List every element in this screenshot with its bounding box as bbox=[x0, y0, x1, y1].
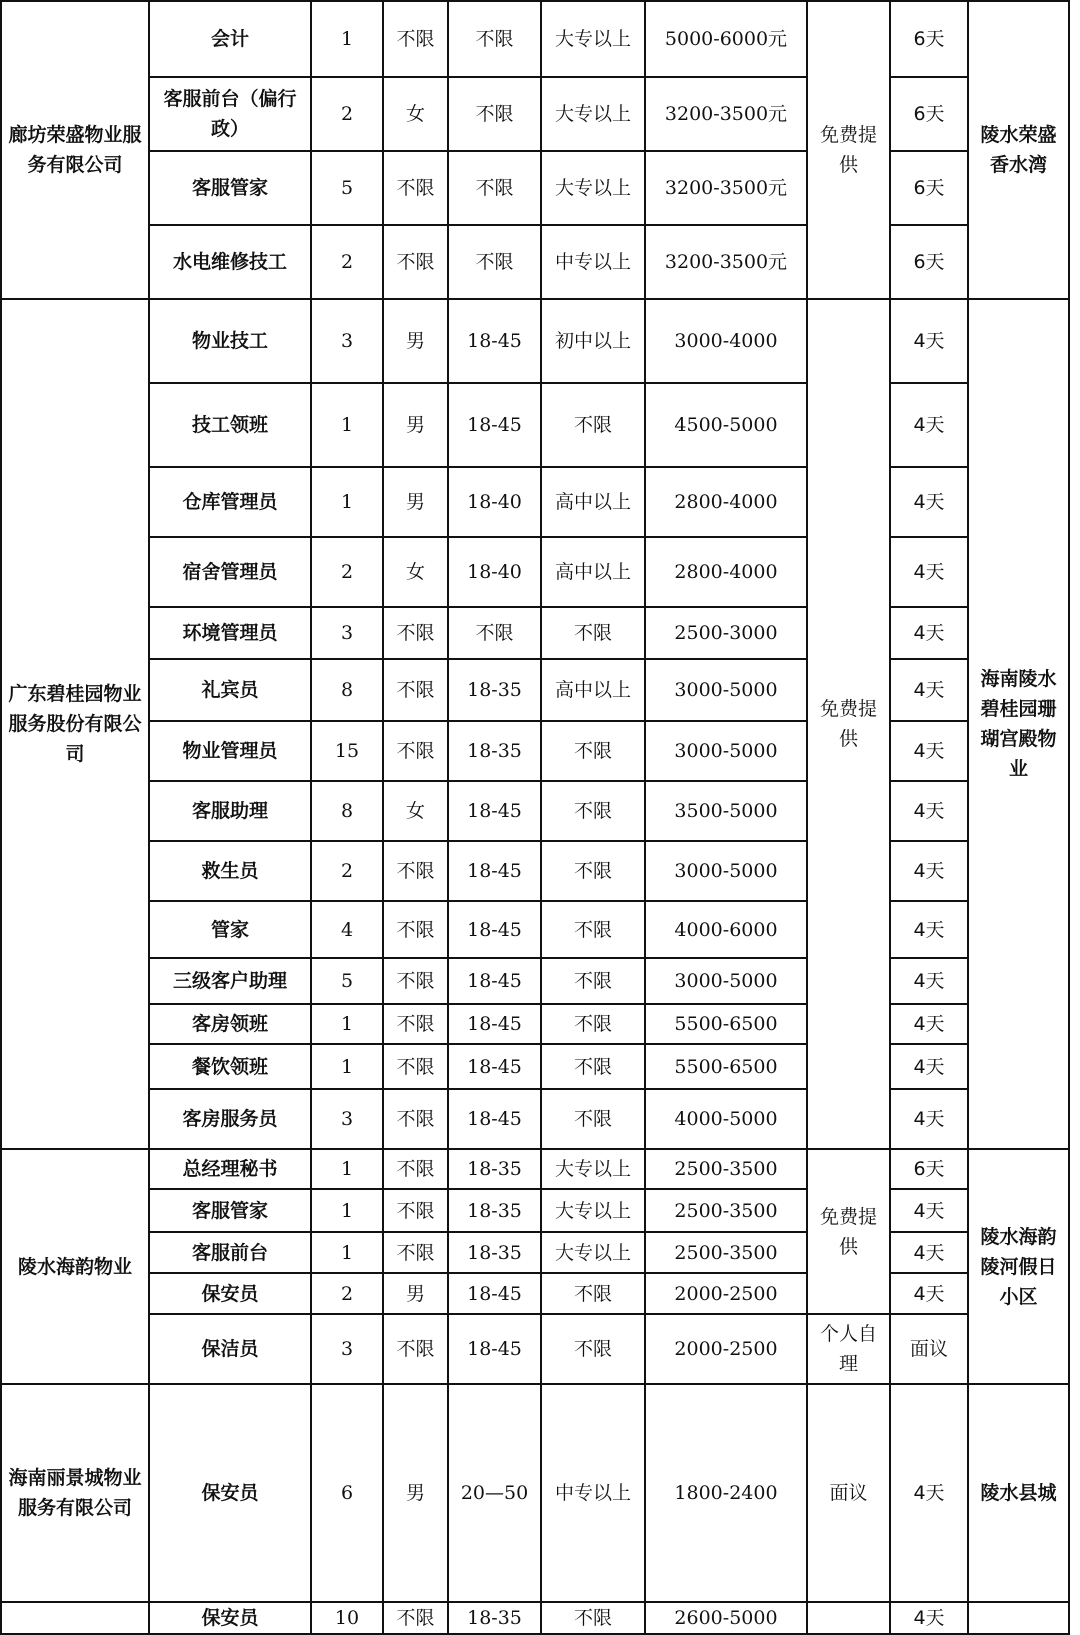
salary-cell: 5000-6000元 bbox=[645, 1, 807, 77]
age-cell: 18-35 bbox=[448, 1232, 541, 1273]
gender-cell: 男 bbox=[383, 383, 448, 467]
count-cell: 5 bbox=[311, 151, 383, 225]
salary-cell: 3000-4000 bbox=[645, 299, 807, 383]
education-cell: 高中以上 bbox=[541, 659, 645, 721]
table-row bbox=[1, 1004, 1069, 1044]
count-cell: 8 bbox=[311, 659, 383, 721]
salary-cell: 4000-6000 bbox=[645, 901, 807, 958]
position-cell: 保洁员 bbox=[149, 1314, 311, 1384]
company-name: 海南丽景城物业服务有限公司 bbox=[1, 1384, 149, 1602]
age-cell: 18-45 bbox=[448, 781, 541, 841]
count-cell: 1 bbox=[311, 1004, 383, 1044]
age-cell: 不限 bbox=[448, 225, 541, 299]
gender-cell: 不限 bbox=[383, 1232, 448, 1273]
housing-cell: 面议 bbox=[807, 1384, 890, 1602]
rest-days-cell: 4天 bbox=[890, 781, 968, 841]
age-cell: 不限 bbox=[448, 151, 541, 225]
rest-days-cell: 4天 bbox=[890, 1044, 968, 1089]
education-cell: 大专以上 bbox=[541, 1, 645, 77]
position-cell: 三级客户助理 bbox=[149, 958, 311, 1004]
age-cell: 18-45 bbox=[448, 958, 541, 1004]
count-cell: 2 bbox=[311, 1273, 383, 1314]
position-cell: 会计 bbox=[149, 1, 311, 77]
company-name: 广东碧桂园物业服务股份有限公司 bbox=[1, 299, 149, 1149]
age-cell: 18-45 bbox=[448, 1089, 541, 1149]
age-cell: 18-40 bbox=[448, 537, 541, 607]
rest-days-cell: 4天 bbox=[890, 1232, 968, 1273]
education-cell: 不限 bbox=[541, 383, 645, 467]
rest-days-cell: 4天 bbox=[890, 1004, 968, 1044]
position-cell: 管家 bbox=[149, 901, 311, 958]
salary-cell: 1800-2400 bbox=[645, 1384, 807, 1602]
salary-cell: 3500-5000 bbox=[645, 781, 807, 841]
table-row bbox=[1, 537, 1069, 607]
table-row bbox=[1, 299, 1069, 383]
position-cell: 客服管家 bbox=[149, 1189, 311, 1232]
gender-cell: 不限 bbox=[383, 1189, 448, 1232]
position-cell: 客房领班 bbox=[149, 1004, 311, 1044]
housing-cell: 免费提供 bbox=[807, 299, 890, 1149]
education-cell: 高中以上 bbox=[541, 467, 645, 537]
count-cell: 2 bbox=[311, 537, 383, 607]
count-cell: 3 bbox=[311, 1314, 383, 1384]
age-cell: 18-45 bbox=[448, 1314, 541, 1384]
gender-cell: 不限 bbox=[383, 1, 448, 77]
gender-cell: 不限 bbox=[383, 151, 448, 225]
gender-cell: 不限 bbox=[383, 1602, 448, 1634]
work-location: 海南陵水碧桂园珊瑚宫殿物业 bbox=[968, 299, 1069, 1149]
count-cell: 1 bbox=[311, 1232, 383, 1273]
housing-cell: 免费提供 bbox=[807, 1149, 890, 1314]
salary-cell: 2000-2500 bbox=[645, 1314, 807, 1384]
count-cell: 3 bbox=[311, 299, 383, 383]
education-cell: 不限 bbox=[541, 901, 645, 958]
salary-cell: 2000-2500 bbox=[645, 1273, 807, 1314]
rest-days-cell: 4天 bbox=[890, 467, 968, 537]
salary-cell: 3200-3500元 bbox=[645, 151, 807, 225]
gender-cell: 不限 bbox=[383, 607, 448, 659]
gender-cell: 不限 bbox=[383, 901, 448, 958]
position-cell: 救生员 bbox=[149, 841, 311, 901]
education-cell: 不限 bbox=[541, 1314, 645, 1384]
count-cell: 4 bbox=[311, 901, 383, 958]
education-cell: 不限 bbox=[541, 1004, 645, 1044]
table-row bbox=[1, 1273, 1069, 1314]
position-cell: 客服助理 bbox=[149, 781, 311, 841]
education-cell: 不限 bbox=[541, 781, 645, 841]
gender-cell: 不限 bbox=[383, 1089, 448, 1149]
count-cell: 1 bbox=[311, 1044, 383, 1089]
work-location: 陵水县城 bbox=[968, 1384, 1069, 1602]
education-cell: 不限 bbox=[541, 721, 645, 781]
rest-days-cell: 面议 bbox=[890, 1314, 968, 1384]
salary-cell: 2500-3500 bbox=[645, 1149, 807, 1189]
table-row bbox=[1, 77, 1069, 151]
position-cell: 水电维修技工 bbox=[149, 225, 311, 299]
work-location: 陵水荣盛香水湾 bbox=[968, 1, 1069, 299]
table-row bbox=[1, 383, 1069, 467]
age-cell: 18-35 bbox=[448, 659, 541, 721]
gender-cell: 女 bbox=[383, 537, 448, 607]
rest-days-cell: 4天 bbox=[890, 1384, 968, 1602]
table-row bbox=[1, 901, 1069, 958]
salary-cell: 2500-3500 bbox=[645, 1189, 807, 1232]
salary-cell: 3000-5000 bbox=[645, 659, 807, 721]
education-cell: 不限 bbox=[541, 1044, 645, 1089]
salary-cell: 3200-3500元 bbox=[645, 77, 807, 151]
rest-days-cell: 4天 bbox=[890, 901, 968, 958]
table-row bbox=[1, 958, 1069, 1004]
rest-days-cell: 4天 bbox=[890, 299, 968, 383]
rest-days-cell: 4天 bbox=[890, 607, 968, 659]
education-cell: 中专以上 bbox=[541, 1384, 645, 1602]
table-row bbox=[1, 1, 1069, 77]
education-cell: 不限 bbox=[541, 1089, 645, 1149]
count-cell: 3 bbox=[311, 1089, 383, 1149]
table-row bbox=[1, 721, 1069, 781]
education-cell: 高中以上 bbox=[541, 537, 645, 607]
rest-days-cell: 6天 bbox=[890, 151, 968, 225]
salary-cell: 3200-3500元 bbox=[645, 225, 807, 299]
gender-cell: 女 bbox=[383, 781, 448, 841]
gender-cell: 男 bbox=[383, 467, 448, 537]
age-cell: 18-45 bbox=[448, 841, 541, 901]
age-cell: 18-45 bbox=[448, 1044, 541, 1089]
table-row bbox=[1, 1044, 1069, 1089]
gender-cell: 不限 bbox=[383, 958, 448, 1004]
rest-days-cell: 4天 bbox=[890, 1189, 968, 1232]
table-row bbox=[1, 151, 1069, 225]
salary-cell: 4000-5000 bbox=[645, 1089, 807, 1149]
count-cell: 2 bbox=[311, 225, 383, 299]
housing-cell: 免费提供 bbox=[807, 1, 890, 299]
salary-cell: 3000-5000 bbox=[645, 958, 807, 1004]
education-cell: 大专以上 bbox=[541, 1149, 645, 1189]
gender-cell: 不限 bbox=[383, 1004, 448, 1044]
position-cell: 环境管理员 bbox=[149, 607, 311, 659]
education-cell: 初中以上 bbox=[541, 299, 645, 383]
rest-days-cell: 4天 bbox=[890, 383, 968, 467]
age-cell: 不限 bbox=[448, 607, 541, 659]
salary-cell: 4500-5000 bbox=[645, 383, 807, 467]
age-cell: 不限 bbox=[448, 77, 541, 151]
age-cell: 20—50 bbox=[448, 1384, 541, 1602]
gender-cell: 不限 bbox=[383, 1044, 448, 1089]
position-cell: 礼宾员 bbox=[149, 659, 311, 721]
rest-days-cell: 6天 bbox=[890, 77, 968, 151]
count-cell: 2 bbox=[311, 841, 383, 901]
gender-cell: 男 bbox=[383, 299, 448, 383]
salary-cell: 2800-4000 bbox=[645, 467, 807, 537]
salary-cell: 5500-6500 bbox=[645, 1004, 807, 1044]
rest-days-cell: 4天 bbox=[890, 537, 968, 607]
age-cell: 18-45 bbox=[448, 901, 541, 958]
table-row bbox=[1, 1602, 1069, 1634]
work-location bbox=[968, 1602, 1069, 1634]
rest-days-cell: 4天 bbox=[890, 1273, 968, 1314]
rest-days-cell: 6天 bbox=[890, 1, 968, 77]
salary-cell: 2600-5000 bbox=[645, 1602, 807, 1634]
table-row bbox=[1, 467, 1069, 537]
position-cell: 餐饮领班 bbox=[149, 1044, 311, 1089]
count-cell: 10 bbox=[311, 1602, 383, 1634]
count-cell: 5 bbox=[311, 958, 383, 1004]
count-cell: 2 bbox=[311, 77, 383, 151]
count-cell: 1 bbox=[311, 383, 383, 467]
salary-cell: 3000-5000 bbox=[645, 721, 807, 781]
rest-days-cell: 4天 bbox=[890, 721, 968, 781]
table-row bbox=[1, 225, 1069, 299]
education-cell: 不限 bbox=[541, 607, 645, 659]
education-cell: 不限 bbox=[541, 958, 645, 1004]
rest-days-cell: 4天 bbox=[890, 958, 968, 1004]
age-cell: 18-35 bbox=[448, 721, 541, 781]
rest-days-cell: 6天 bbox=[890, 225, 968, 299]
table-row bbox=[1, 1384, 1069, 1602]
education-cell: 大专以上 bbox=[541, 1189, 645, 1232]
company-name: 陵水海韵物业 bbox=[1, 1149, 149, 1384]
salary-cell: 3000-5000 bbox=[645, 841, 807, 901]
gender-cell: 不限 bbox=[383, 721, 448, 781]
age-cell: 18-35 bbox=[448, 1149, 541, 1189]
education-cell: 不限 bbox=[541, 1602, 645, 1634]
position-cell: 物业技工 bbox=[149, 299, 311, 383]
education-cell: 大专以上 bbox=[541, 77, 645, 151]
salary-cell: 2800-4000 bbox=[645, 537, 807, 607]
education-cell: 不限 bbox=[541, 841, 645, 901]
count-cell: 1 bbox=[311, 1, 383, 77]
age-cell: 18-45 bbox=[448, 383, 541, 467]
education-cell: 中专以上 bbox=[541, 225, 645, 299]
job-table-body bbox=[1, 1, 1069, 1634]
rest-days-cell: 4天 bbox=[890, 1089, 968, 1149]
position-cell: 保安员 bbox=[149, 1602, 311, 1634]
work-location: 陵水海韵陵河假日小区 bbox=[968, 1149, 1069, 1384]
count-cell: 1 bbox=[311, 1189, 383, 1232]
table-row bbox=[1, 781, 1069, 841]
salary-cell: 2500-3000 bbox=[645, 607, 807, 659]
table-row bbox=[1, 1149, 1069, 1189]
age-cell: 18-45 bbox=[448, 1004, 541, 1044]
table-row bbox=[1, 1314, 1069, 1384]
position-cell: 客服前台 bbox=[149, 1232, 311, 1273]
position-cell: 客服前台（偏行政） bbox=[149, 77, 311, 151]
position-cell: 客房服务员 bbox=[149, 1089, 311, 1149]
gender-cell: 不限 bbox=[383, 659, 448, 721]
table-row bbox=[1, 607, 1069, 659]
table-row bbox=[1, 1232, 1069, 1273]
count-cell: 3 bbox=[311, 607, 383, 659]
position-cell: 保安员 bbox=[149, 1384, 311, 1602]
housing-cell bbox=[807, 1602, 890, 1634]
position-cell: 技工领班 bbox=[149, 383, 311, 467]
position-cell: 宿舍管理员 bbox=[149, 537, 311, 607]
table-row bbox=[1, 841, 1069, 901]
rest-days-cell: 6天 bbox=[890, 1149, 968, 1189]
company-name: 廊坊荣盛物业服务有限公司 bbox=[1, 1, 149, 299]
rest-days-cell: 4天 bbox=[890, 841, 968, 901]
count-cell: 8 bbox=[311, 781, 383, 841]
age-cell: 18-35 bbox=[448, 1602, 541, 1634]
age-cell: 不限 bbox=[448, 1, 541, 77]
age-cell: 18-45 bbox=[448, 299, 541, 383]
rest-days-cell: 4天 bbox=[890, 1602, 968, 1634]
gender-cell: 女 bbox=[383, 77, 448, 151]
gender-cell: 不限 bbox=[383, 1314, 448, 1384]
position-cell: 保安员 bbox=[149, 1273, 311, 1314]
position-cell: 总经理秘书 bbox=[149, 1149, 311, 1189]
table-row bbox=[1, 1089, 1069, 1149]
gender-cell: 不限 bbox=[383, 225, 448, 299]
count-cell: 6 bbox=[311, 1384, 383, 1602]
position-cell: 客服管家 bbox=[149, 151, 311, 225]
salary-cell: 5500-6500 bbox=[645, 1044, 807, 1089]
education-cell: 大专以上 bbox=[541, 1232, 645, 1273]
housing-cell: 个人自理 bbox=[807, 1314, 890, 1384]
rest-days-cell: 4天 bbox=[890, 659, 968, 721]
count-cell: 15 bbox=[311, 721, 383, 781]
gender-cell: 不限 bbox=[383, 1149, 448, 1189]
gender-cell: 男 bbox=[383, 1384, 448, 1602]
count-cell: 1 bbox=[311, 1149, 383, 1189]
education-cell: 不限 bbox=[541, 1273, 645, 1314]
company-name bbox=[1, 1602, 149, 1634]
count-cell: 1 bbox=[311, 467, 383, 537]
gender-cell: 不限 bbox=[383, 841, 448, 901]
age-cell: 18-35 bbox=[448, 1189, 541, 1232]
age-cell: 18-40 bbox=[448, 467, 541, 537]
table-row bbox=[1, 659, 1069, 721]
table-row bbox=[1, 1189, 1069, 1232]
position-cell: 物业管理员 bbox=[149, 721, 311, 781]
gender-cell: 男 bbox=[383, 1273, 448, 1314]
education-cell: 大专以上 bbox=[541, 151, 645, 225]
salary-cell: 2500-3500 bbox=[645, 1232, 807, 1273]
age-cell: 18-45 bbox=[448, 1273, 541, 1314]
position-cell: 仓库管理员 bbox=[149, 467, 311, 537]
